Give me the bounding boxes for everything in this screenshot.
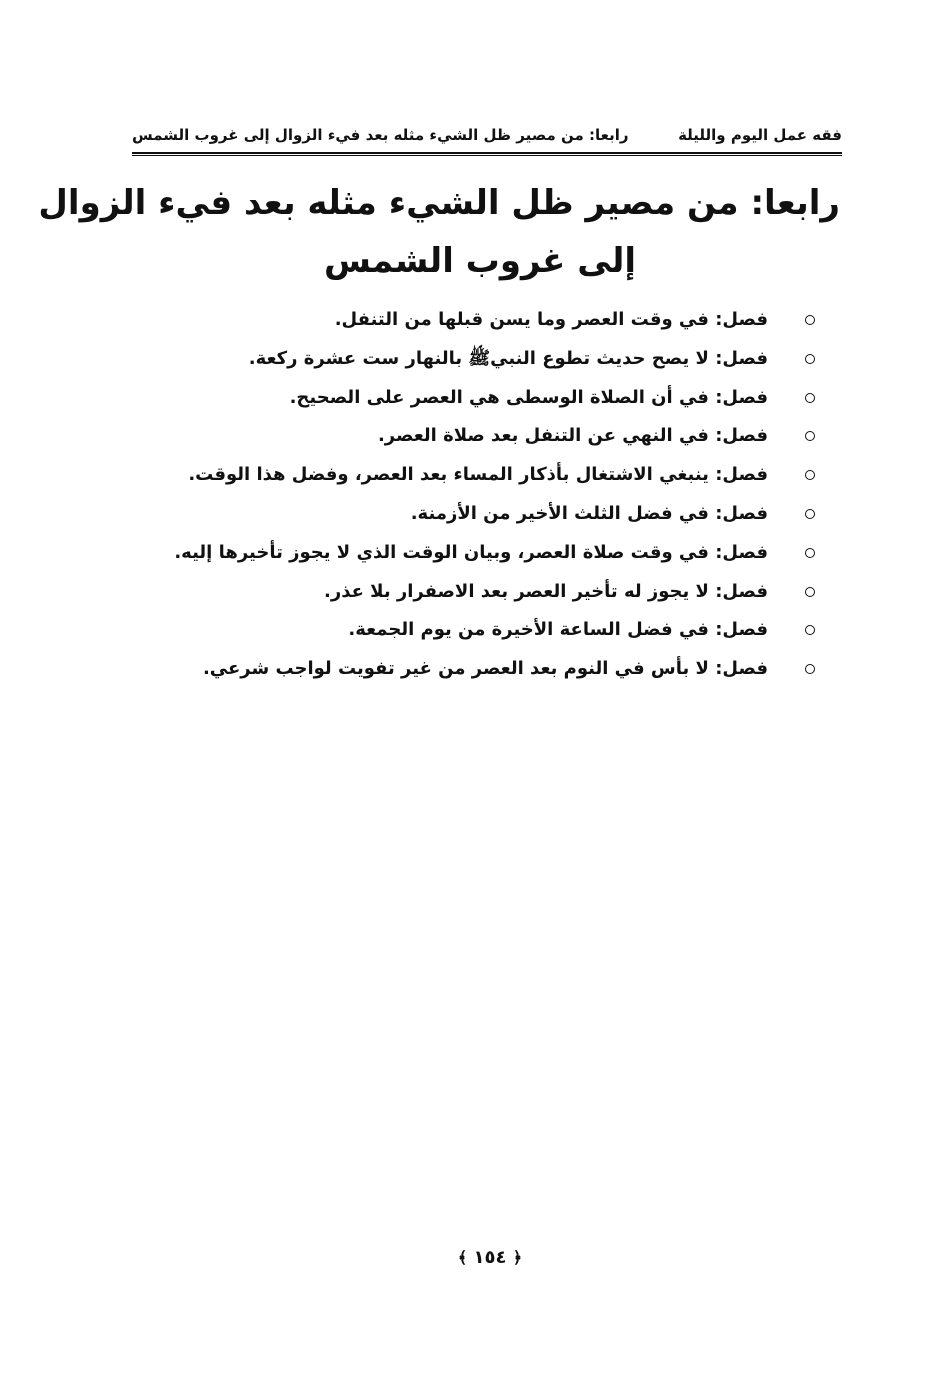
- running-header: [132, 118, 842, 152]
- list-item: [140, 379, 815, 418]
- section-text: فصل: لا بأس في النوم بعد العصر من غير تفويت لواجب شرعي.: [202, 658, 768, 680]
- bullet-circle-icon: [805, 393, 815, 403]
- section-text: فصل: في وقت صلاة العصر، وبيان الوقت الذي لا يجوز تأخيرها إليه.: [174, 541, 768, 563]
- section-text: فصل: في النهي عن التنفل بعد صلاة العصر.: [377, 425, 768, 447]
- chapter-title-line-1: رابعا: من مصير ظل الشيء مثله بعد فيء الزوال: [38, 183, 840, 223]
- bullet-circle-icon: [805, 431, 815, 441]
- section-text: فصل: ينبغي الاشتغال بأذكار المساء بعد العصر، وفضل هذا الوقت.: [188, 464, 768, 486]
- list-item: [140, 573, 815, 612]
- section-list: [140, 301, 815, 689]
- bullet-circle-icon: [805, 509, 815, 519]
- header-rule: [132, 152, 842, 156]
- page-number-value: ١٥٤: [473, 1247, 507, 1268]
- section-text: فصل: في فضل الساعة الأخيرة من يوم الجمعة.: [348, 619, 768, 641]
- bullet-circle-icon: [805, 664, 815, 674]
- ornament-bracket-icon: ﴾: [457, 1248, 468, 1267]
- list-item: [140, 301, 815, 340]
- book-title: فقه عمل اليوم والليلة: [678, 126, 842, 144]
- section-text: فصل: لا يصح حديث تطوع النبيﷺ بالنهار ست عشرة ركعة.: [248, 347, 768, 369]
- chapter-title-line-2: إلى غروب الشمس: [323, 241, 637, 281]
- chapter-running-title: رابعا: من مصير ظل الشيء مثله بعد فيء الزوال إلى غروب الشمس: [132, 126, 629, 144]
- bullet-circle-icon: [805, 470, 815, 480]
- section-text: فصل: لا يجوز له تأخير العصر بعد الاصفرار بلا عذر.: [324, 580, 768, 602]
- list-item: [140, 650, 815, 689]
- bullet-circle-icon: [805, 548, 815, 558]
- list-item: [140, 456, 815, 495]
- ornament-bracket-icon: ﴿: [512, 1248, 523, 1267]
- list-item: [140, 340, 815, 379]
- bullet-circle-icon: [805, 625, 815, 635]
- section-text: فصل: في أن الصلاة الوسطى هي العصر على الصحيح.: [289, 386, 768, 408]
- chapter-title: [38, 174, 840, 290]
- bullet-circle-icon: [805, 354, 815, 364]
- list-item: [140, 495, 815, 534]
- list-item: [140, 417, 815, 456]
- section-text: فصل: في وقت العصر وما يسن قبلها من التنفل.: [334, 309, 768, 330]
- bullet-circle-icon: [805, 315, 815, 325]
- list-item: [140, 611, 815, 650]
- bullet-circle-icon: [805, 587, 815, 597]
- page-number: [440, 1247, 540, 1268]
- list-item: [140, 534, 815, 573]
- section-text: فصل: في فضل الثلث الأخير من الأزمنة.: [410, 502, 768, 524]
